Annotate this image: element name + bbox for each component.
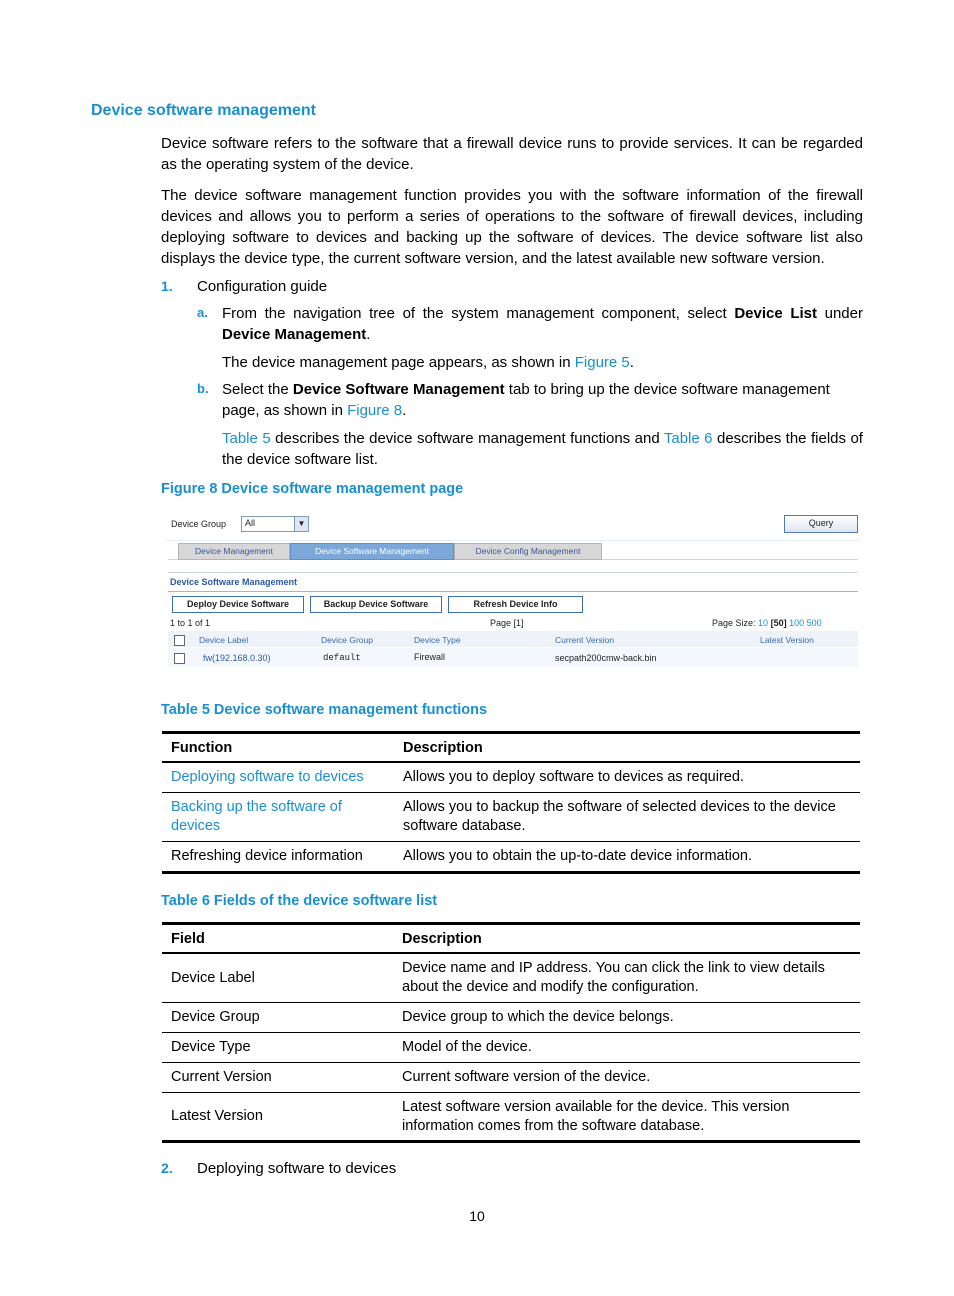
- column-device-label[interactable]: Device Label: [199, 635, 249, 645]
- table-cell-description: Allows you to obtain the up-to-date device information.: [394, 842, 860, 873]
- table-6-header-field: Field: [162, 924, 393, 954]
- refresh-device-info-button[interactable]: Refresh Device Info: [448, 596, 583, 613]
- figure-caption: Figure 8 Device software management page: [161, 481, 464, 497]
- table-5-caption: Table 5 Device software management functions: [161, 702, 488, 718]
- query-button[interactable]: Query: [784, 515, 858, 533]
- deploying-software-link[interactable]: Deploying software to devices: [162, 762, 394, 793]
- table-cell-field: Device Label: [162, 953, 393, 1003]
- page-size-50: [50]: [770, 618, 787, 628]
- device-group-value: All: [245, 518, 256, 528]
- figure-8-link[interactable]: Figure 8: [347, 402, 403, 419]
- chevron-down-icon[interactable]: ▼: [294, 517, 308, 531]
- table-5-header-function: Function: [162, 733, 394, 763]
- table-cell-field: Device Group: [162, 1003, 393, 1033]
- step-1b-note: Table 5 describes the device software management functions and Table 6 describes the fields of the device software list.: [222, 430, 863, 468]
- select-all-checkbox[interactable]: [174, 635, 185, 646]
- table-cell-description: Device name and IP address. You can click the link to view details about the device and modify the configuration.: [393, 953, 860, 1003]
- step-1b-text: Select the Device Software Management tab to bring up the device software management page, as shown in Figure 8.: [222, 381, 830, 419]
- panel-title: Device Software Management: [170, 577, 298, 587]
- page-size-control: Page Size: 10 [50] 100 500: [712, 618, 822, 628]
- backup-device-software-button[interactable]: Backup Device Software: [310, 596, 442, 613]
- table-row: [162, 1063, 860, 1093]
- page-size-10[interactable]: 10: [758, 618, 769, 628]
- section-title: Device software management: [91, 102, 316, 119]
- device-group-cell: default: [323, 653, 361, 663]
- row-checkbox[interactable]: [174, 653, 185, 664]
- table-cell-field: Device Type: [162, 1033, 393, 1063]
- table-cell-description: Model of the device.: [393, 1033, 860, 1063]
- figure-5-link[interactable]: Figure 5: [574, 354, 630, 371]
- table-5: [162, 731, 860, 874]
- tab-device-software-management[interactable]: Device Software Management: [290, 543, 454, 560]
- device-type-cell: Firewall: [414, 652, 446, 662]
- deploy-device-software-button[interactable]: Deploy Device Software: [172, 596, 304, 613]
- device-software-management-screenshot: [166, 508, 858, 670]
- page-size-100[interactable]: 100: [789, 618, 805, 628]
- column-device-group[interactable]: Device Group: [321, 635, 373, 645]
- device-group-select[interactable]: [241, 516, 309, 532]
- table-row: [162, 1033, 860, 1063]
- table-row: [162, 842, 860, 873]
- range-text: 1 to 1 of 1: [170, 618, 211, 628]
- table-cell-description: Allows you to deploy software to devices as required.: [394, 762, 860, 793]
- table-6: [162, 922, 860, 1143]
- page-indicator: Page [1]: [490, 618, 524, 628]
- step-1-text: Configuration guide: [197, 278, 328, 295]
- table-cell-description: Latest software version available for the device. This version information comes from the software database.: [393, 1093, 860, 1142]
- table-5-link[interactable]: Table 5: [222, 430, 271, 447]
- page-size-500[interactable]: 500: [806, 618, 822, 628]
- step-2-text: Deploying software to devices: [197, 1160, 397, 1177]
- table-cell-function: Refreshing device information: [162, 842, 394, 873]
- column-device-type[interactable]: Device Type: [414, 635, 461, 645]
- table-cell-description: Allows you to backup the software of selected devices to the device software database.: [394, 793, 860, 842]
- table-row: [162, 1093, 860, 1142]
- tab-device-management[interactable]: Device Management: [178, 543, 290, 560]
- table-row: [168, 648, 858, 667]
- table-row: [162, 793, 860, 842]
- paragraph-2: The device software management function provides you with the software information of the firewall devices and allows you to perform a series of operations to the software of firewall devices, including deploying software to devices and backing up the software of devices. The device software list also displays the device type, the current software version, and the latest available new software version.: [161, 187, 863, 267]
- table-row: [162, 953, 860, 1003]
- step-1-number: 1.: [161, 278, 173, 294]
- table-row: [162, 762, 860, 793]
- paragraph-1: Device software refers to the software that a firewall device runs to provide services. It can be regarded as the operating system of the device.: [161, 135, 863, 173]
- table-6-caption: Table 6 Fields of the device software list: [161, 893, 438, 909]
- backing-up-software-link[interactable]: Backing up the software of devices: [162, 793, 394, 842]
- step-2-number: 2.: [161, 1160, 173, 1176]
- table-cell-field: Current Version: [162, 1063, 393, 1093]
- table-6-link[interactable]: Table 6: [663, 430, 713, 447]
- table-cell-field: Latest Version: [162, 1093, 393, 1142]
- table-cell-description: Device group to which the device belongs.: [393, 1003, 860, 1033]
- column-current-version[interactable]: Current Version: [555, 635, 615, 645]
- device-group-label: Device Group: [171, 519, 227, 529]
- page-number: 10: [469, 1208, 485, 1224]
- table-6-header-description: Description: [393, 924, 860, 954]
- column-latest-version[interactable]: Latest Version: [760, 635, 814, 645]
- table-5-header-description: Description: [394, 733, 860, 763]
- device-label-link[interactable]: fw(192.168.0.30): [203, 653, 271, 663]
- step-1b-letter: b.: [197, 381, 209, 396]
- table-row: [162, 1003, 860, 1033]
- current-version-cell: secpath200cmw-back.bin: [555, 653, 657, 663]
- step-1a-note: The device management page appears, as shown in Figure 5.: [222, 354, 634, 371]
- table-cell-description: Current software version of the device.: [393, 1063, 860, 1093]
- tab-device-config-management[interactable]: Device Config Management: [454, 543, 602, 560]
- step-1a-letter: a.: [197, 305, 208, 320]
- step-1a-text: From the navigation tree of the system management component, select Device List under Device Management.: [222, 305, 863, 343]
